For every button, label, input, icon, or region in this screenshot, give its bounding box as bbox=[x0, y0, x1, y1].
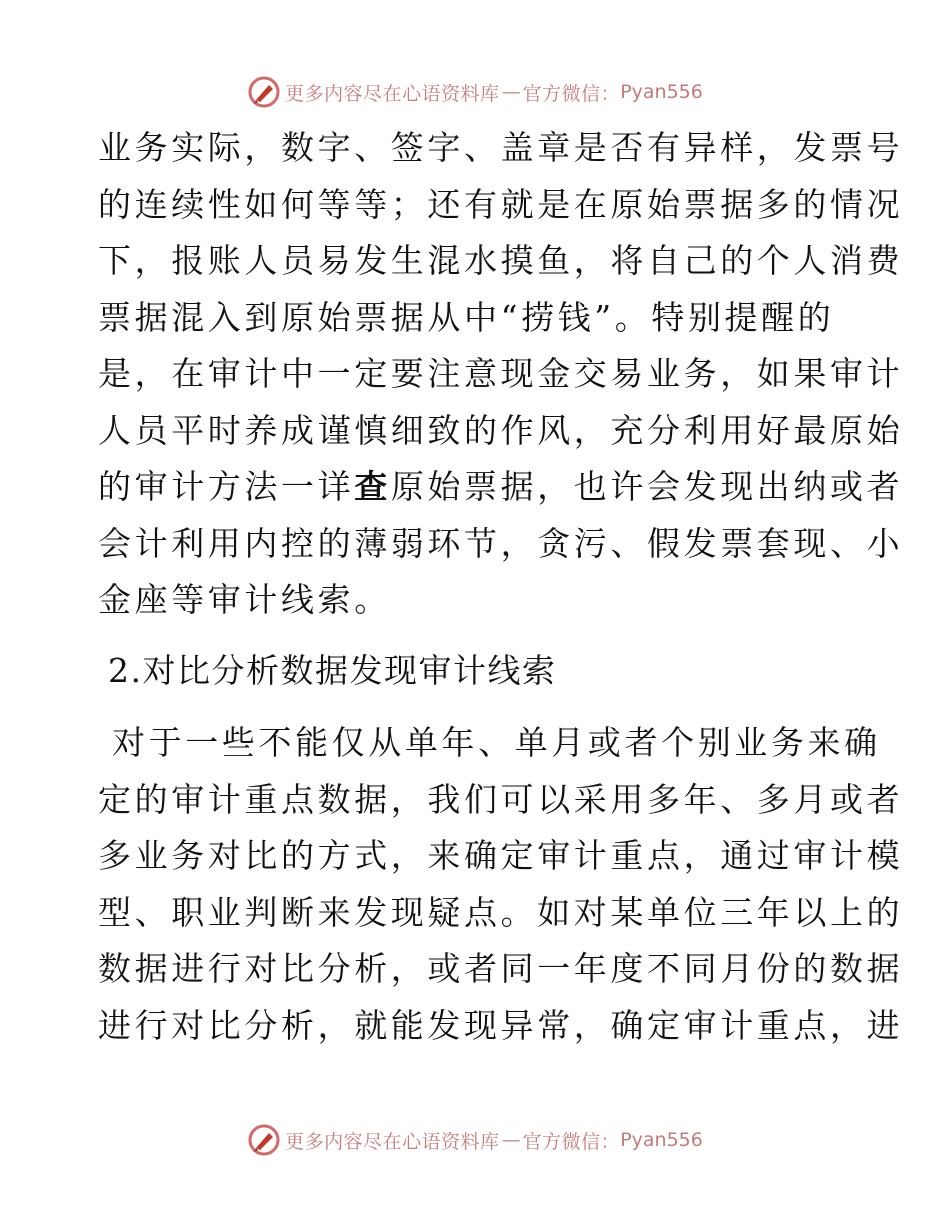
watermark-dash: — bbox=[501, 81, 521, 103]
watermark-text: 更多内容尽在心语资料库 bbox=[285, 1130, 500, 1153]
paragraph-2 bbox=[98, 715, 904, 1054]
paragraph-2-line: 定的审计重点数据，我们可以采用多年、多月或者 bbox=[98, 779, 904, 819]
pen-logo-icon bbox=[247, 1123, 281, 1157]
watermark-label: 官方微信： bbox=[522, 82, 621, 105]
watermark-label: 官方微信： bbox=[522, 1130, 621, 1153]
paragraph-1-line: 下，报账人员易发生混水摸鱼，将自己的个人消费 bbox=[98, 241, 904, 280]
watermark-id: Pyan556 bbox=[620, 81, 703, 103]
paragraph-1-line-mixed bbox=[98, 459, 904, 516]
paragraph-1-line: 的连续性如何等等；还有就是在原始票据多的情况 bbox=[98, 184, 904, 224]
section-heading: 2.对比分析数据发现审计线索 bbox=[108, 650, 557, 690]
paragraph-1-line: 金座等审计线索。 bbox=[98, 580, 391, 619]
watermark-id: Pyan556 bbox=[620, 1129, 703, 1151]
text-segment: 的审计方法一详 bbox=[98, 467, 355, 506]
paragraph-2-line: 数据进行对比分析，或者同一年度不同月份的数据 bbox=[98, 949, 904, 988]
paragraph-1 bbox=[98, 120, 904, 629]
text-segment-bold: 查 bbox=[354, 467, 391, 506]
watermark-dash: — bbox=[501, 1129, 521, 1151]
watermark-footer bbox=[0, 1120, 950, 1160]
paragraph-2-line: 型、职业判断来发现疑点。如对某单位三年以上的 bbox=[98, 892, 904, 932]
document-body bbox=[98, 120, 904, 1054]
paragraph-2-line: 对于一些不能仅从单年、单月或者个别业务来确 bbox=[98, 723, 881, 762]
paragraph-1-line: 会计利用内控的薄弱环节，贪污、假发票套现、小 bbox=[98, 523, 904, 563]
paragraph-1-line: 票据混入到原始票据从中“捞钱”。特别提醒的 bbox=[98, 297, 835, 337]
text-segment: 原始票据，也许会发现出纳或者 bbox=[390, 467, 904, 506]
watermark-text: 更多内容尽在心语资料库 bbox=[285, 82, 500, 105]
paragraph-1-line: 是，在审计中一定要注意现金交易业务，如果审计 bbox=[98, 354, 904, 393]
paragraph-1-line: 业务实际，数字、签字、盖章是否有异样，发票号 bbox=[98, 128, 904, 167]
pen-logo-icon bbox=[247, 75, 281, 109]
paragraph-2-line: 进行对比分析，就能发现异常，确定审计重点，进 bbox=[98, 1005, 904, 1045]
paragraph-1-line: 人员平时养成谨慎细致的作风，充分利用好最原始 bbox=[98, 410, 904, 450]
paragraph-2-line: 多业务对比的方式，来确定审计重点，通过审计模 bbox=[98, 836, 904, 875]
watermark-header bbox=[0, 72, 950, 112]
